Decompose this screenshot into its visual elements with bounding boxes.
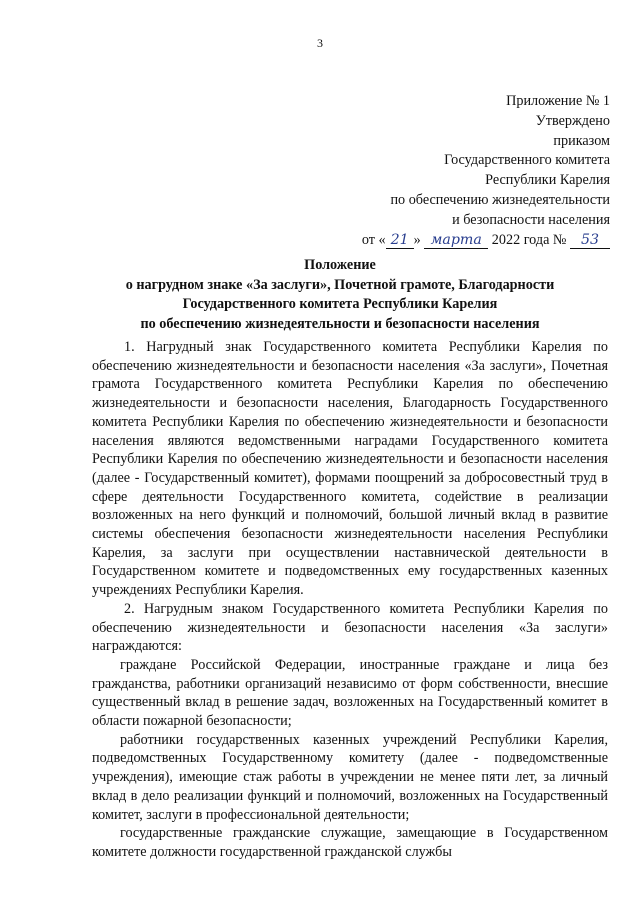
appendix-label: Приложение № 1: [506, 93, 610, 109]
purpose-line-2: и безопасности населения: [452, 211, 610, 228]
paragraph-employees: работники государственных казенных учреждений Республики Карелия, подведомственных Государственному комитету (далее - подведомственные учреждения), имеющие стаж работы в учреждении не менее пяти лет, за личный вклад в дело реализации функций и полномочий, возложенных на Государственный комитет, заслуги в профессиональной деятельности;: [92, 731, 608, 823]
handwritten-month: марта: [424, 232, 488, 249]
heading-line-3: Государственного комитета Республики Карелия: [182, 296, 498, 312]
handwritten-order-number: 53: [570, 232, 610, 249]
paragraph-1: 1. Нагрудный знак Государственного комитета Республики Карелия по обеспечению жизнедеятельности и безопасности населения «За заслуги», Почетная грамота Государственного комитета Республики Карелия по обеспечению жизнедеятельности и безопасности населения, Благодарность Государственного комитета Республики Карелия по обеспечению жизнедеятельности и безопасности населения являются ведомственными наградами Государственного комитета Республики Карелия по обеспечению жизнедеятельности и безопасности населения (далее - Государственный комитет), формами поощрений за добросовестный труд в сфере деятельности Государственного комитета, содействие в реализации возложенных на него функций и полномочий, большой личный вклад в развитие системы обеспечения безопасности жизнедеятельности населения Республики Карелия, за заслуги при осуществлении наставнической деятельности в Государственном комитете и подведомственных ему государственных казенных учреждениях Республики Карелия.: [92, 339, 608, 599]
approved-label: Утверждено: [535, 112, 610, 129]
paragraph-citizens: граждане Российской Федерации, иностранные граждане и лица без гражданства, работники организаций независимо от форм собственности, внесшие существенный вклад в решение задач, возложенных на Государственный комитет в области пожарной безопасности;: [92, 656, 608, 730]
heading-line-2: о нагрудном знаке «За заслуги», Почетной грамоте, Благодарности: [125, 276, 555, 293]
document-heading: [60, 256, 620, 334]
year-text: 2022 года №: [491, 231, 567, 248]
committee-line: Государственного комитета: [444, 152, 610, 169]
heading-line-4: по обеспечению жизнедеятельности и безопасности населения: [140, 315, 540, 332]
purpose-line: по обеспечению жизнедеятельности: [390, 191, 610, 208]
order-label: приказом: [553, 132, 610, 149]
date-mid: »: [413, 231, 421, 248]
heading-title: Положение: [304, 257, 376, 273]
date-prefix: от «: [361, 231, 386, 248]
handwritten-day: 21: [386, 232, 414, 249]
republic-line: Республики Карелия: [485, 172, 610, 189]
approval-block: [362, 92, 610, 250]
paragraph-civil-servants: государственные гражданские служащие, замещающие в Государственном комитете должности государственной гражданской службы: [92, 825, 608, 860]
page-number: 3: [317, 36, 323, 50]
paragraph-2: 2. Нагрудным знаком Государственного комитета Республики Карелия по обеспечению жизнедеятельности и безопасности населения «За заслуги» награждаются:: [92, 600, 608, 655]
document-body: [92, 338, 608, 862]
order-date-line: [362, 231, 610, 251]
